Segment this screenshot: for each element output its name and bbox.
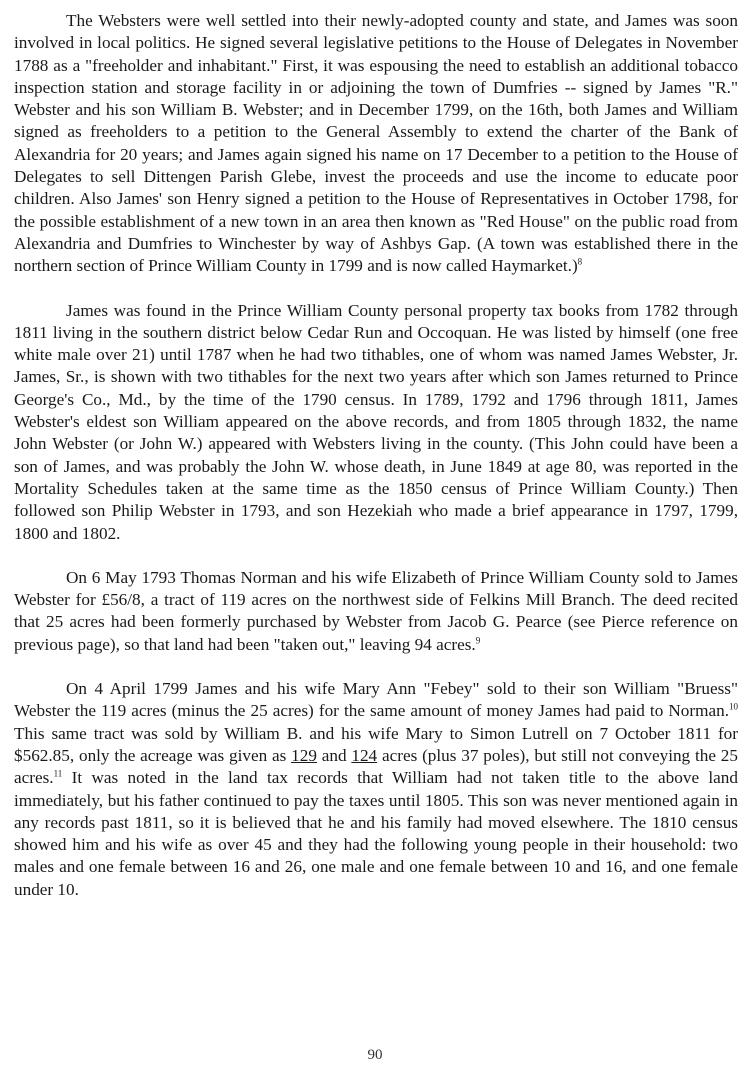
text-run: On 4 April 1799 James and his wife Mary Ann "Febey" sold to their son William "Bruess" Webster the 119 acres (minus the 25 acres) for the same amount of money James had paid to Norman. [14, 679, 738, 721]
text-run: The Websters were well settled into their newly-adopted county and state, and James was soon involved in local politics. He signed several legislative petitions to the House of Delegates in November 1788 as a "freeholder and inhabitant." First, it was espousing the need to establish an additional tobacco inspection station and storage facility in or adjoining the town of Dumfries -- signed by James "R." Webster and his son William B. Webster; and in December 1799, on the 16th, both James and William signed as freeholders to a petition to the General Assembly to extend the charter of the Bank of Alexandria for 20 years; and James again signed his name on 17 December to a petition to the House of Delegates to sell Dittengen Parish Glebe, invest the proceeds and use the income to educate poor children. Also James' son Henry signed a petition to the House of Representatives in October 1798, for the possible establishment of a new town in an area then known as "Red House" on the public road from Alexandria and Dumfries to Winchester by way of Ashbys Gap. (A town was established there in the northern section of Prince William County in 1799 and is now called Haymarket.) [14, 11, 738, 276]
paragraph-sale-to-william [14, 678, 738, 901]
paragraph-local-politics [14, 10, 738, 278]
text-run: This same tract was sold by William B. and his wife Mary to Simon Lutrell on 7 October 1811 for $562.85, only the acreage was given as [14, 723, 738, 765]
underlined-number: 124 [351, 745, 378, 765]
page-number: 90 [367, 1047, 383, 1063]
text-run: acres (plus 37 poles), but still not conveying the 25 acres. [14, 745, 738, 788]
footnote-ref: 10 [729, 701, 738, 712]
text-run: and [316, 745, 352, 765]
text-run: On 6 May 1793 Thomas Norman and his wife Elizabeth of Prince William County sold to James Webster for £56/8, a tract of 119 acres on the northwest side of Felkins Mill Branch. The deed recited that 25 acres had been formerly purchased by Webster from Jacob G. Pearce (see Pierce reference on previous page), so that land had been "taken out," leaving 94 acres. [14, 567, 738, 654]
footnote-ref: 9 [475, 634, 481, 645]
underlined-number: 129 [291, 745, 317, 765]
document-body [14, 10, 738, 923]
paragraph-tax-books [14, 300, 738, 545]
text-run: James was found in the Prince William County personal property tax books from 1782 through 1811 living in the southern district below Cedar Run and Occoquan. He was listed by himself (one free white male over 21) until 1787 when he had two tithables, one of whom was named James Webster, Jr. James, Sr., is shown with two tithables for the next two years after which son James returned to Prince George's Co., Md., by the time of the 1790 census. In 1789, 1792 and 1796 through 1811, James Webster's eldest son William appeared on the above records, and from 1805 through 1832, the name John Webster (or John W.) appeared with Websters living in the county. (This John could have been a son of James, and was probably the John W. whose death, in June 1849 at age 80, was reported in the Mortality Schedules taken at the same time as the 1850 census of Prince William County.) Then followed son Philip Webster in 1793, and son Hezekiah who made a brief appearance in 1797, 1799, 1800 and 1802. [14, 300, 738, 543]
footnote-ref: 11 [53, 768, 63, 779]
footnote-ref: 8 [577, 256, 583, 267]
text-run: It was noted in the land tax records that William had not taken title to the above land immediately, but his father continued to pay the taxes until 1805. This son was never mentioned again in any records past 1811, so it is believed that he and his family had moved elsewhere. The 1810 census showed him and his wife as over 45 and they had the following young people in their household: two males and one female between 16 and 26, one male and one female between 10 and 16, and one female under 10. [14, 768, 738, 899]
paragraph-norman-deed [14, 567, 738, 656]
